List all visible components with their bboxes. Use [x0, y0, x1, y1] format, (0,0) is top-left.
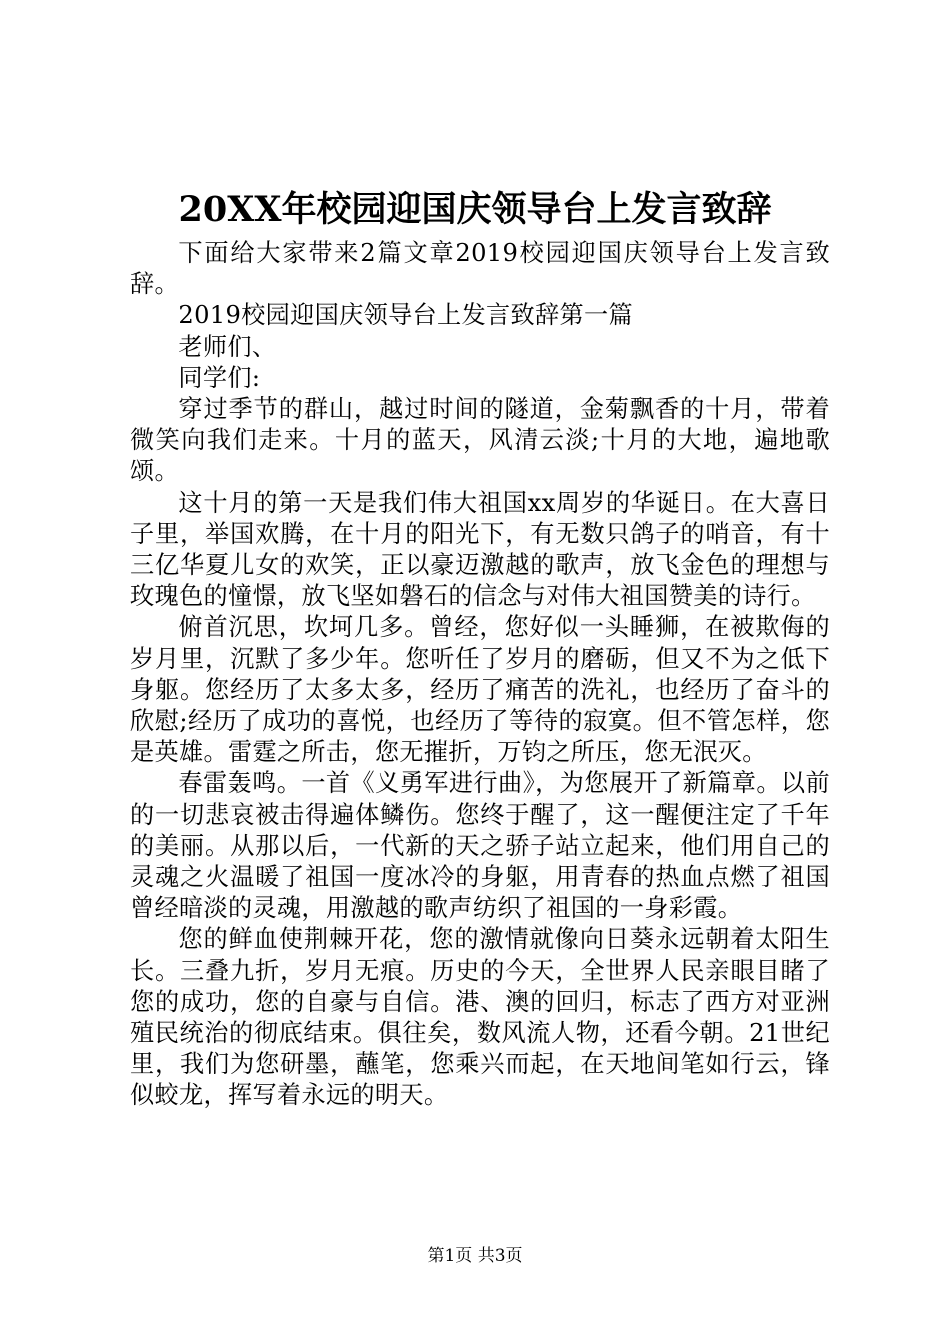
- body-paragraph: 您的鲜血使荆棘开花，您的激情就像向日葵永远朝着太阳生长。三叠九折，岁月无痕。历史的今天，全世界人民亲眼目睹了您的成功，您的自豪与自信。港、澳的回归，标志了西方对亚洲殖民统治的彻底结束。俱往矣，数风流人物，还看今朝。21世纪里，我们为您研墨，蘸笔，您乘兴而起，在天地间笔如行云，锋似蛟龙，挥写着永远的明天。: [130, 925, 830, 1110]
- body-paragraph: 穿过季节的群山，越过时间的隧道，金菊飘香的十月，带着微笑向我们走来。十月的蓝天，风清云淡;十月的大地，遍地歌颂。: [130, 395, 830, 486]
- body-paragraph: 俯首沉思，坎坷几多。曾经，您好似一头睡狮，在被欺侮的岁月里，沉默了多少年。您听任了岁月的磨砺，但又不为之低下身躯。您经历了太多太多，经历了痛苦的洗礼，也经历了奋斗的欣慰;经历了成功的喜悦，也经历了等待的寂寞。但不管怎样，您是英雄。雷霆之所击，您无摧折，万钧之所压，您无泯灭。: [130, 613, 830, 767]
- document-title: 20XX年校园迎国庆领导台上发言致辞: [178, 189, 772, 230]
- body-paragraph: 这十月的第一天是我们伟大祖国xx周岁的华诞日。在大喜日子里，举国欢腾，在十月的阳光下，有无数只鸽子的哨音，有十三亿华夏儿女的欢笑，正以豪迈激越的歌声，放飞金色的理想与玫瑰色的憧憬，放飞坚如磐石的信念与对伟大祖国赞美的诗行。: [130, 488, 830, 611]
- salutation-students: 同学们:: [178, 363, 261, 392]
- section-heading: 2019校园迎国庆领导台上发言致辞第一篇: [178, 301, 633, 330]
- page-footer: 第1页 共3页: [427, 1246, 523, 1266]
- intro-paragraph: 下面给大家带来2篇文章2019校园迎国庆领导台上发言致辞。: [130, 239, 830, 299]
- salutation-teachers: 老师们、: [178, 332, 277, 361]
- body-paragraph: 春雷轰鸣。一首《义勇军进行曲》，为您展开了新篇章。以前的一切悲哀被击得遍体鳞伤。您终于醒了，这一醒便注定了千年的美丽。从那以后，一代新的天之骄子站立起来，他们用自己的灵魂之火温暖了祖国一度冰冷的身躯，用青春的热血点燃了祖国曾经暗淡的灵魂，用激越的歌声纺织了祖国的一身彩霞。: [130, 769, 830, 923]
- document-body: [130, 238, 830, 1112]
